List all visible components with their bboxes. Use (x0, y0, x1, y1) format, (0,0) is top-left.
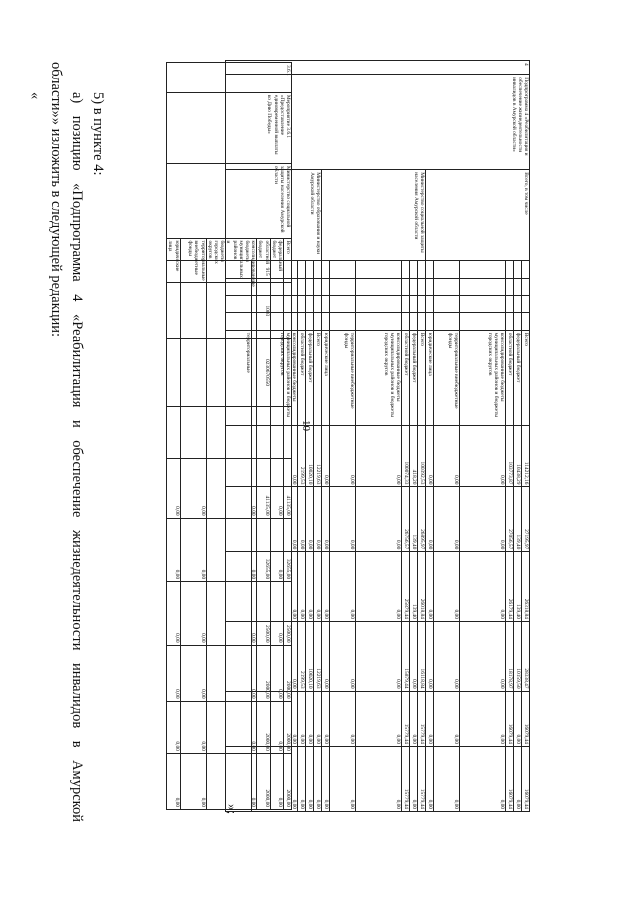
code-cell (460, 313, 506, 330)
code-cell (298, 278, 306, 295)
value-cell: 0,00 (306, 552, 314, 622)
code-cell (330, 278, 356, 295)
table-row (522, 61, 530, 812)
value-cell: 12219,63 (314, 425, 322, 487)
value-cell: 0,00 (252, 425, 298, 487)
code-cell (514, 278, 522, 295)
value-cell: 0,00 (322, 425, 330, 487)
value-cell: 103773,87 (506, 425, 514, 487)
value-cell: 10159,50 (514, 621, 522, 691)
row-number: 4 (226, 61, 530, 75)
value-cell: 0,00 (252, 621, 298, 691)
value-cell: 15779,44 (418, 746, 426, 811)
value-cell: 0,00 (434, 746, 460, 811)
value-cell: 26018,84 (418, 552, 426, 622)
value-cell: 12219,63 (314, 621, 322, 691)
code-cell (322, 261, 330, 278)
value-cell: 0,00 (314, 691, 322, 746)
value-cell: 0,00 (206, 518, 257, 581)
source-label: федеральный бюджет (410, 330, 418, 425)
code-cell (252, 313, 298, 330)
value-cell: 10020,10 (306, 621, 314, 691)
grbs-code: 915 (257, 260, 270, 282)
executor-name: Министерство социальной защиты населения Амурской области (322, 170, 426, 261)
source-label: областной бюджет (298, 330, 306, 425)
code-cell (356, 261, 402, 278)
code-cell (298, 261, 306, 278)
code-cell (402, 295, 410, 312)
value-cell: 2500,00 (284, 582, 292, 645)
value-cell: 0,00 (206, 701, 257, 753)
value-cell: 0,00 (426, 621, 434, 691)
table-row (418, 61, 426, 812)
value-cell: 0,00 (252, 746, 298, 811)
value-cell: 16118,84 (418, 621, 426, 691)
value-cell: 10020,10 (306, 425, 314, 487)
page-number: 10 (300, 420, 312, 431)
value-cell: 0,00 (167, 582, 180, 645)
value-cell: 0,00 (270, 701, 283, 753)
value-cell: 0,00 (180, 645, 206, 701)
code-cell (460, 278, 506, 295)
source-label: юридические лица (167, 238, 180, 260)
value-cell: 10438,29 (514, 425, 522, 487)
source-label: территориальные внебюджетные фонды (180, 238, 206, 260)
value-cell: 0,00 (270, 645, 283, 701)
code-cell (506, 295, 514, 312)
code-cell (298, 313, 306, 330)
row-number: 3.6.1 (167, 63, 292, 93)
value-cell: 28338,47 (522, 621, 530, 691)
code-cell (514, 261, 522, 278)
source-label: консолидированные бюджеты муниципальных районов и бюджеты городских округов (206, 238, 257, 260)
source-label: территориальные внебюджетные фонды (434, 330, 460, 425)
value-cell: 0,00 (460, 691, 506, 746)
code-cell (252, 261, 298, 278)
value-cell: 0,00 (330, 487, 356, 552)
value-cell: 0,00 (330, 425, 356, 487)
code-cell (434, 261, 460, 278)
value-cell: 0,00 (434, 487, 460, 552)
code-cell (306, 295, 314, 312)
value-cell: 418,20 (410, 425, 418, 487)
executor-name: Всего, в том числе (426, 170, 530, 261)
value-cell: 0,00 (460, 425, 506, 487)
source-label: Всего (284, 238, 292, 260)
code-cell (506, 278, 514, 295)
value-cell: 139,40 (514, 487, 522, 552)
code-cell (418, 278, 426, 295)
value-cell: 0,00 (356, 691, 402, 746)
value-cell: 2000,00 (284, 701, 292, 753)
value-cell (226, 691, 252, 746)
value-cell: 0,00 (426, 425, 434, 487)
value-cell: 0,00 (180, 458, 206, 518)
value-cell: 0,00 (180, 582, 206, 645)
value-cell: 0,00 (306, 691, 314, 746)
value-cell: 0,00 (270, 753, 283, 809)
value-cell: 16079,44 (506, 746, 514, 811)
value-cell: 15779,44 (402, 746, 410, 811)
code-cell (252, 278, 298, 295)
source-label: Всего (314, 330, 322, 425)
value-cell: 0,00 (167, 645, 180, 701)
value-cell: 0,00 (322, 621, 330, 691)
code-cell (330, 313, 356, 330)
code-cell (314, 261, 322, 278)
source-label: федеральный бюджет (270, 238, 283, 260)
value-cell: 0,00 (356, 425, 402, 487)
value-cell: 0,00 (306, 487, 314, 552)
value-cell: 16079,44 (506, 691, 514, 746)
value-cell: 16079,44 (522, 691, 530, 746)
value-cell: 0,00 (330, 691, 356, 746)
source-label: консолидированные бюджеты муниципальных районов и бюджеты городских округов (252, 330, 298, 425)
value-cell: 114212,16 (522, 425, 530, 487)
code-cell (418, 295, 426, 312)
code-cell (426, 278, 434, 295)
code-cell (226, 295, 252, 312)
source-label: юридические лица (426, 330, 434, 425)
value-cell: 2000,00 (284, 645, 292, 701)
value-cell: 0,00 (426, 746, 434, 811)
source-label: федеральный бюджет (514, 330, 522, 425)
closing-mark: »; (225, 804, 240, 815)
value-cell: 0,00 (434, 552, 460, 622)
value-cell (226, 487, 252, 552)
code-cell (522, 295, 530, 312)
value-cell: 0,00 (270, 582, 283, 645)
code-cell (306, 313, 314, 330)
source-label: областной бюджет (257, 238, 270, 260)
code-cell (298, 295, 306, 312)
value-cell: 15779,44 (402, 691, 410, 746)
value-cell: 0,00 (322, 691, 330, 746)
value-cell: 2199,53 (298, 621, 306, 691)
code-cell (314, 295, 322, 312)
value-cell: 0,00 (426, 691, 434, 746)
source-label: консолидированные бюджеты муниципальных районов и бюджеты городских округов (460, 330, 506, 425)
code-cell (434, 313, 460, 330)
value-cell: 0,00 (356, 746, 402, 811)
value-cell: 0,00 (206, 645, 257, 701)
code-cell (252, 295, 298, 312)
source-label: консолидированные бюджеты муниципальных районов и бюджеты городских округов (356, 330, 402, 425)
source-label: территориальные внебюджетные фонды (330, 330, 356, 425)
value-cell: 15879,44 (402, 621, 410, 691)
value-cell: 0,00 (434, 691, 460, 746)
value-cell (226, 621, 252, 691)
table-row (314, 61, 322, 812)
value-cell: 139,40 (514, 552, 522, 622)
code-cell (506, 261, 514, 278)
funding-table-fragment-bottom (225, 60, 530, 815)
code-cell (434, 278, 460, 295)
value-cell: 0,00 (322, 746, 330, 811)
opening-quote: « (27, 92, 43, 100)
value-cell: 0,00 (410, 691, 418, 746)
value-cell: 16079,44 (522, 746, 530, 811)
value-cell: 0,00 (330, 746, 356, 811)
value-cell: 25879,44 (402, 552, 410, 622)
value-cell: 0,00 (298, 487, 306, 552)
value-cell: 2000,00 (284, 753, 292, 809)
value-cell: 0,00 (434, 621, 460, 691)
value-cell: 41135,00 (257, 458, 270, 518)
code-cell (410, 313, 418, 330)
value-cell: 0,00 (330, 552, 356, 622)
code-cell (306, 278, 314, 295)
code-cell (426, 313, 434, 330)
value-cell: 2500,00 (257, 582, 270, 645)
value-cell: 2199,53 (298, 425, 306, 487)
value-cell: 0,00 (426, 487, 434, 552)
code-cell (522, 313, 530, 330)
value-cell: 0,00 (314, 746, 322, 811)
code-cell (522, 278, 530, 295)
program-name: Подпрограмма 4 «Реабилитация и обеспечение жизнедеятельности инвалидов в Амурской области» (226, 75, 530, 170)
bottom-table (225, 60, 530, 815)
code-cell (330, 295, 356, 312)
code-cell (402, 313, 410, 330)
text-line-position: а) позицию «Подпрограмма 4 «Реабилитация и обеспечение жизнедеятельности инвалидов в Амурской (69, 92, 85, 822)
code-cell (418, 313, 426, 330)
value-cell: 0,00 (167, 753, 180, 809)
text-line-point: 5) в пункте 4: (90, 92, 106, 176)
code-cell (314, 313, 322, 330)
source-label: Всего (522, 330, 530, 425)
value-cell: 0,00 (410, 621, 418, 691)
code-cell (426, 295, 434, 312)
value-cell (226, 425, 252, 487)
code-cell (522, 261, 530, 278)
value-cell: 0,00 (306, 746, 314, 811)
value-cell: 0,00 (514, 691, 522, 746)
value-cell: 0,00 (167, 518, 180, 581)
value-cell: 100074,33 (402, 425, 410, 487)
executor-name: Министерство социальной защиты населения Амурской области (167, 163, 292, 238)
code-cell (314, 278, 322, 295)
value-cell: 0,00 (270, 458, 283, 518)
value-cell: 2000,00 (257, 753, 270, 809)
source-label: юридические лица (322, 330, 330, 425)
value-cell: 0,00 (252, 691, 298, 746)
value-cell: 0,00 (252, 552, 298, 622)
value-cell: 0,00 (460, 621, 506, 691)
code-cell (434, 295, 460, 312)
value-cell: 0,00 (167, 701, 180, 753)
code-cell (226, 261, 252, 278)
value-cell: 0,00 (252, 487, 298, 552)
value-cell: 0,00 (206, 458, 257, 518)
value-cell: 0,00 (410, 746, 418, 811)
value-cell: 18178,97 (506, 621, 514, 691)
code-cell (410, 261, 418, 278)
value-cell: 0,00 (206, 753, 257, 809)
value-cell: 0,00 (298, 552, 306, 622)
value-cell: 0,00 (460, 746, 506, 811)
value-cell: 0,00 (206, 582, 257, 645)
value-cell: 0,00 (167, 458, 180, 518)
value-cell: 139,40 (410, 552, 418, 622)
value-cell: 0,00 (356, 552, 402, 622)
value-cell: 26179,44 (506, 552, 514, 622)
value-cell: 0,00 (270, 518, 283, 581)
code-cell (402, 261, 410, 278)
value-cell (226, 552, 252, 622)
source-label: Всего (418, 330, 426, 425)
value-cell: 0,00 (514, 746, 522, 811)
value-cell: 0,00 (434, 425, 460, 487)
value-cell: 27195,97 (522, 487, 530, 552)
code-cell (402, 278, 410, 295)
code-cell (226, 278, 252, 295)
csr-code: 0230670550 (257, 339, 270, 406)
value-cell: 0,00 (322, 487, 330, 552)
value-cell: 139,40 (410, 487, 418, 552)
code-cell (410, 278, 418, 295)
code-cell (226, 313, 252, 330)
value-cell: 2000,00 (257, 645, 270, 701)
source-label: областной бюджет (402, 330, 410, 425)
value-cell: 15779,44 (418, 691, 426, 746)
code-cell (356, 313, 402, 330)
code-cell (460, 295, 506, 312)
value-cell: 0,00 (356, 487, 402, 552)
value-cell: 26756,57 (402, 487, 410, 552)
value-cell: 32655,00 (257, 518, 270, 581)
value-cell: 27056,57 (506, 487, 514, 552)
value-cell: 41135,00 (284, 458, 292, 518)
code-cell (322, 313, 330, 330)
code-cell (514, 295, 522, 312)
value-cell: 26318,84 (522, 552, 530, 622)
value-cell: 0,00 (298, 746, 306, 811)
value-cell: 100392,53 (418, 425, 426, 487)
code-cell (330, 261, 356, 278)
rzpr-code: 1003 (257, 283, 270, 339)
value-cell: 0,00 (180, 518, 206, 581)
code-cell (306, 261, 314, 278)
value-cell: 0,00 (426, 552, 434, 622)
code-cell (410, 295, 418, 312)
code-cell (460, 261, 506, 278)
value-cell: 0,00 (314, 487, 322, 552)
value-cell: 0,00 (314, 552, 322, 622)
value-cell (226, 746, 252, 811)
value-cell: 32655,00 (284, 518, 292, 581)
value-cell: 0,00 (356, 621, 402, 691)
value-cell: 0,00 (322, 552, 330, 622)
value-cell: 0,00 (298, 691, 306, 746)
value-cell: 0,00 (180, 701, 206, 753)
text-line-edition: области»» изложить в следующей редакции: (48, 62, 64, 338)
code-cell (322, 278, 330, 295)
code-cell (356, 295, 402, 312)
value-cell: 2000,00 (257, 701, 270, 753)
code-cell (418, 261, 426, 278)
code-cell (426, 261, 434, 278)
code-cell (514, 313, 522, 330)
source-label: территориальные (226, 330, 252, 425)
value-cell: 0,00 (180, 753, 206, 809)
code-cell (356, 278, 402, 295)
value-cell: 0,00 (330, 621, 356, 691)
executor-name: Министерство образования и науки Амурской области (226, 170, 322, 261)
event-name: Мероприятие 3.6.1 «Предоставление единовременной выплаты ко Дню Победы» (167, 92, 292, 163)
code-cell (506, 313, 514, 330)
code-cell (322, 295, 330, 312)
value-cell: 26895,97 (418, 487, 426, 552)
value-cell: 0,00 (460, 552, 506, 622)
source-label: федеральный бюджет (306, 330, 314, 425)
source-label: областной бюджет (506, 330, 514, 425)
value-cell: 0,00 (460, 487, 506, 552)
